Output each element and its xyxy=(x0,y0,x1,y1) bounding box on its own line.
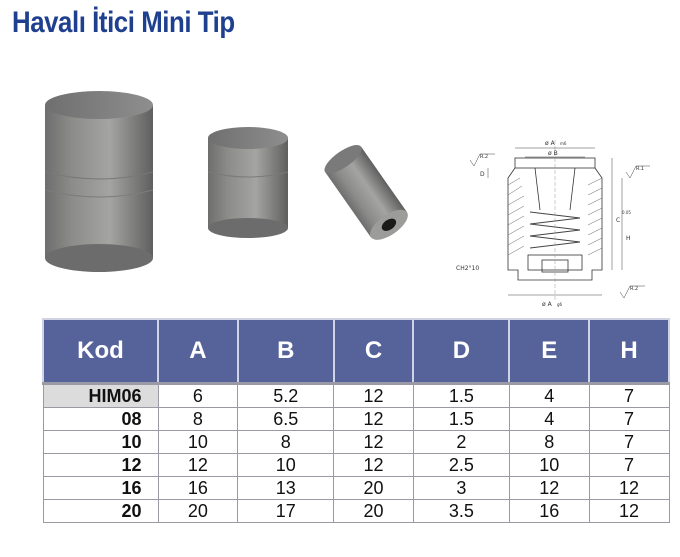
table-cell: 8 xyxy=(158,408,238,431)
column-header-h: H xyxy=(589,319,669,384)
table-cell: 5.2 xyxy=(238,384,334,408)
dim-d: D xyxy=(480,171,485,178)
table-cell: 12 xyxy=(334,384,414,408)
dim-a-bottom-tolerance: g6 xyxy=(557,302,563,307)
table-row xyxy=(43,384,669,408)
dim-chamfer: CH2°10 xyxy=(456,265,480,272)
table-cell: 4 xyxy=(509,408,589,431)
table-cell: 7 xyxy=(589,408,669,431)
table-cell: 16 xyxy=(158,477,238,500)
table-cell: 12 xyxy=(334,454,414,477)
table-cell-code: HIM06 xyxy=(43,384,158,408)
dim-b: ø B xyxy=(548,150,558,157)
table-cell: 13 xyxy=(238,477,334,500)
column-header-d: D xyxy=(413,319,509,384)
table-cell: 1.5 xyxy=(413,384,509,408)
table-cell: 10 xyxy=(509,454,589,477)
table-cell: 12 xyxy=(334,408,414,431)
table-row xyxy=(43,408,669,431)
table-cell: 12 xyxy=(158,454,238,477)
table-cell: 10 xyxy=(158,431,238,454)
medium-pusher-image xyxy=(208,127,288,238)
table-cell: 12 xyxy=(589,477,669,500)
roughness-top-right: R.1 xyxy=(636,166,645,172)
table-row xyxy=(43,477,669,500)
table-cell: 3.5 xyxy=(413,500,509,523)
table-cell-code: 10 xyxy=(43,431,158,454)
table-cell: 4 xyxy=(509,384,589,408)
table-cell: 20 xyxy=(334,477,414,500)
table-cell: 7 xyxy=(589,431,669,454)
table-cell: 12 xyxy=(334,431,414,454)
roughness-top-left: R.2 xyxy=(480,154,489,160)
technical-drawing xyxy=(440,130,680,315)
table-cell: 2 xyxy=(413,431,509,454)
table-cell: 3 xyxy=(413,477,509,500)
page-title: Havalı İtici Mini Tip xyxy=(12,6,235,39)
table-cell-code: 08 xyxy=(43,408,158,431)
table-row xyxy=(43,500,669,523)
large-pusher-image xyxy=(45,91,153,272)
small-hollow-pusher-image xyxy=(320,140,412,246)
dim-c: C xyxy=(616,217,621,224)
table-cell: 6 xyxy=(158,384,238,408)
dim-h: H xyxy=(626,235,631,242)
table-cell: 12 xyxy=(509,477,589,500)
dim-a-top-tolerance: m6 xyxy=(560,141,567,146)
table-cell: 20 xyxy=(334,500,414,523)
roughness-bottom: R.2 xyxy=(630,286,639,292)
dim-a-bottom: ø A xyxy=(542,301,552,308)
table-cell: 16 xyxy=(509,500,589,523)
table-cell: 7 xyxy=(589,384,669,408)
column-header-kod: Kod xyxy=(43,319,158,384)
column-header-b: B xyxy=(238,319,334,384)
dim-c-tolerance: 0.05 xyxy=(622,210,631,215)
table-cell: 12 xyxy=(589,500,669,523)
table-cell: 8 xyxy=(509,431,589,454)
table-cell: 7 xyxy=(589,454,669,477)
table-cell-code: 12 xyxy=(43,454,158,477)
table-row xyxy=(43,431,669,454)
column-header-e: E xyxy=(509,319,589,384)
table-row xyxy=(43,454,669,477)
table-cell-code: 20 xyxy=(43,500,158,523)
table-cell: 6.5 xyxy=(238,408,334,431)
column-header-c: C xyxy=(334,319,414,384)
table-cell-code: 16 xyxy=(43,477,158,500)
dim-a-top: ø A xyxy=(545,140,555,147)
table-header-row xyxy=(43,319,669,384)
table-cell: 10 xyxy=(238,454,334,477)
dimension-table xyxy=(42,318,670,523)
table-cell: 20 xyxy=(158,500,238,523)
table-cell: 1.5 xyxy=(413,408,509,431)
table-cell: 2.5 xyxy=(413,454,509,477)
table-cell: 17 xyxy=(238,500,334,523)
product-photo xyxy=(0,60,440,300)
column-header-a: A xyxy=(158,319,238,384)
table-cell: 8 xyxy=(238,431,334,454)
